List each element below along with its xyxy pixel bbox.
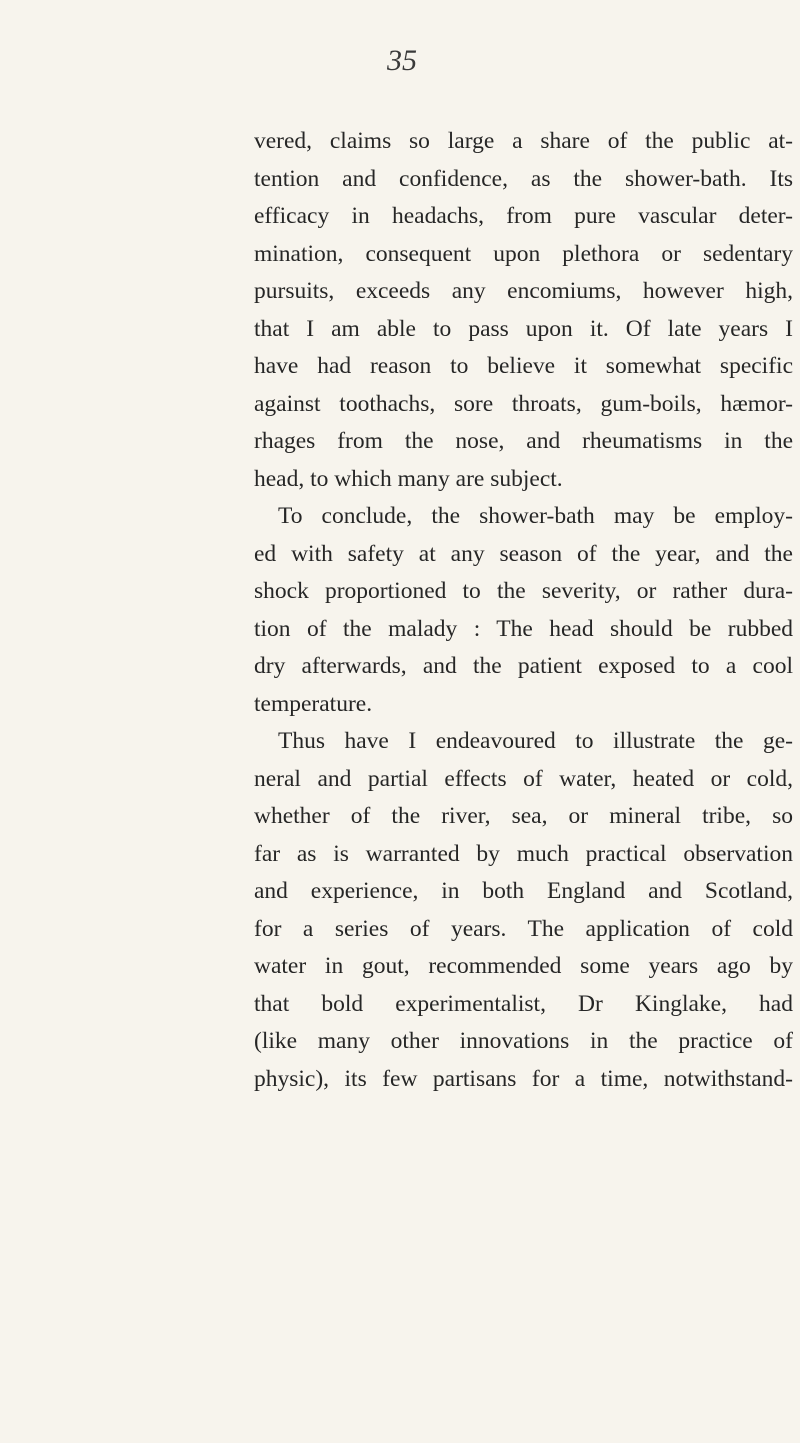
- text-line: whether of the river, sea, or mineral tribe, so: [254, 803, 793, 829]
- text-line: Thus have I endeavoured to illustrate the ge-: [278, 728, 793, 754]
- text-line: tention and confidence, as the shower-bath. Its: [254, 165, 793, 192]
- text-line: To conclude, the shower-bath may be employ-: [278, 503, 793, 529]
- text-line: have had reason to believe it somewhat specific: [254, 353, 793, 379]
- text-line: rhages from the nose, and rheumatisms in the: [254, 428, 793, 454]
- text-line: dry afterwards, and the patient exposed to a cool: [254, 653, 793, 679]
- text-line: for a series of years. The application of cold: [254, 915, 793, 942]
- page-number: 35: [387, 44, 417, 77]
- text-line: tion of the malady : The head should be rubbed: [254, 615, 793, 642]
- text-line: that I am able to pass upon it. Of late years I: [254, 315, 793, 342]
- text-line: temperature.: [254, 690, 373, 717]
- text-line: pursuits, exceeds any encomiums, however high,: [254, 278, 793, 304]
- text-line: neral and partial effects of water, heated or cold,: [254, 765, 793, 792]
- text-line: water in gout, recommended some years ago by: [254, 953, 793, 979]
- text-line: far as is warranted by much practical observation: [254, 840, 793, 867]
- text-line: mination, consequent upon plethora or sedentary: [254, 240, 793, 267]
- text-line: vered, claims so large a share of the public at-: [254, 128, 793, 154]
- text-line: and experience, in both England and Scotland,: [254, 878, 793, 904]
- text-line: (like many other innovations in the practice of: [254, 1028, 793, 1054]
- text-line: shock proportioned to the severity, or rather dura-: [254, 578, 793, 604]
- text-line: against toothachs, sore throats, gum-boils, hæmor-: [254, 390, 793, 417]
- text-line: head, to which many are subject.: [254, 465, 563, 492]
- text-line: physic), its few partisans for a time, notwithstand-: [254, 1065, 793, 1092]
- text-line: ed with safety at any season of the year, and the: [254, 540, 793, 567]
- text-line: that bold experimentalist, Dr Kinglake, had: [254, 990, 793, 1017]
- text-line: efficacy in headachs, from pure vascular deter-: [254, 203, 793, 229]
